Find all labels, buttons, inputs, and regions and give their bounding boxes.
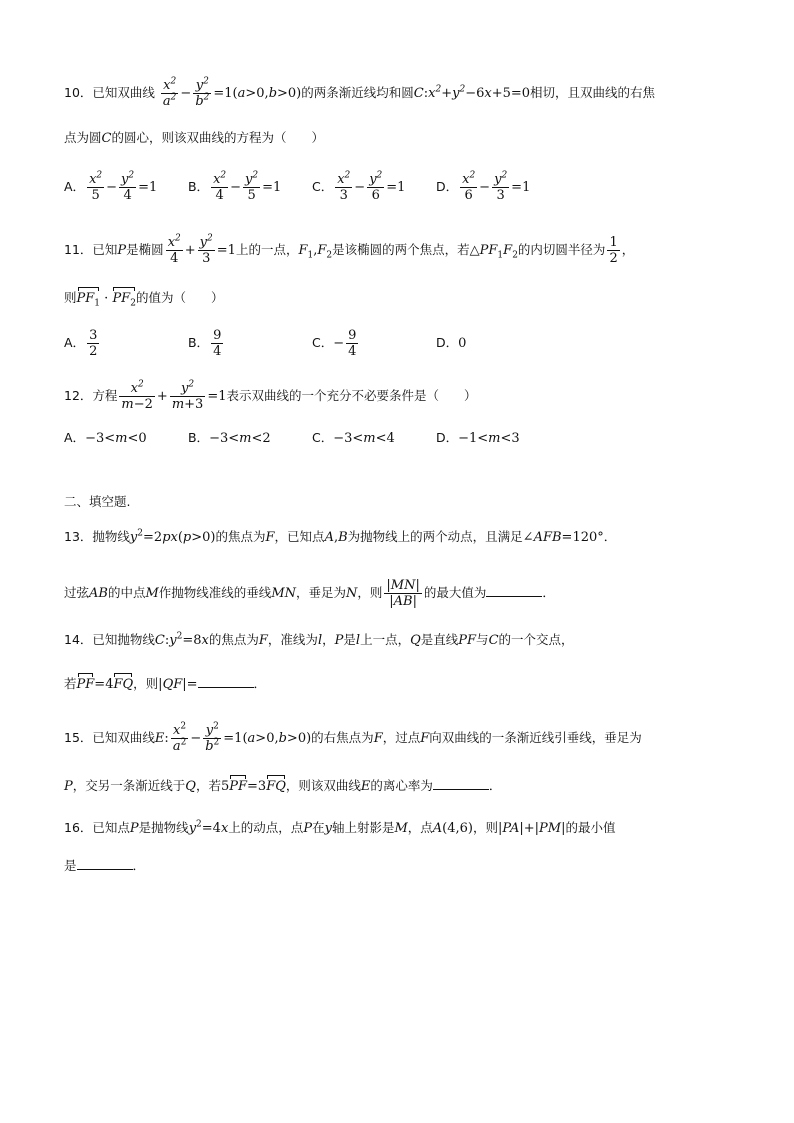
- q16-line-2: 是 ．: [64, 858, 146, 873]
- q12-option-d: D．−1<m<3: [435, 430, 520, 446]
- q11-options: [64, 328, 734, 359]
- q11-dot-product: $PF_1 \cdot PF_2$: [76, 291, 136, 309]
- q14-answer-blank[interactable]: [198, 675, 254, 688]
- q10-options: [64, 172, 734, 203]
- q10-hyperbola-frac-x: $\frac{x^2}{a^2}$: [162, 76, 177, 109]
- q13-number: 13．: [64, 529, 93, 544]
- q10-option-c: C． $\frac{x^2}{3}$ − $\frac{y^2}{6}$ =1: [311, 170, 406, 203]
- q10-option-a: A． $\frac{x^2}{5}$ − $\frac{y^2}{4}$ =1: [64, 170, 158, 203]
- q14-line-2: 若PF=4FQ，则|QF|= ．: [64, 674, 734, 695]
- q10-option-d: D． $\frac{x^2}{6}$ − $\frac{y^2}{3}$ =1: [435, 170, 531, 203]
- q12-number: 12．: [64, 388, 93, 403]
- q12-option-b: B．−3<m<2: [187, 430, 271, 446]
- q14-line-1: 14．已知抛物线$C:y^2=8x$的焦点为F，准线为l，P是l上一点，Q是直线PF与C的一个交点，: [64, 631, 574, 648]
- q13-line-2: 过弦AB的中点M作抛物线准线的垂线MN，垂足为N，则 $\frac{|MN|}{|AB|}$ 的最大值为 ．: [64, 578, 555, 609]
- q15-answer-blank[interactable]: [433, 777, 489, 790]
- q10-circle-equation: $C:x^2+y^2-6x+5=0$: [413, 84, 531, 101]
- q11-line-1: 11．已知P是椭圆 $\frac{x^2}{4}$ + $\frac{y^2}{3}$ =1上的一点，$F_1,F_2$是该椭圆的两个焦点，若$\triangle PF_1F_2$的内切圆半径为 $\frac{1}{2}$ ，: [64, 233, 635, 266]
- q10-line-2: 点为圆C的圆心，则该双曲线的方程为（ ）: [64, 130, 324, 146]
- q16-line-1: 16．已知点P是抛物线$y^2=4x$上的动点，点P在y轴上射影是M，点A(4,6)，则|PA|+|PM|的最小值: [64, 819, 616, 836]
- q10-option-b: B． $\frac{x^2}{4}$ − $\frac{y^2}{5}$ =1: [187, 170, 282, 203]
- q15-line-2: P，交另一条渐近线于Q，若5PF=3FQ，则该双曲线E的离心率为 ．: [64, 776, 734, 797]
- section-title-fill-in: 二、填空题.: [64, 494, 131, 509]
- q10-line-1: 10．已知双曲线 $\frac{x^2}{a^2}$ − $\frac{y^2}{b^2}$ =1(a>0,b>0)的两条渐近线均和圆$C:x^2+y^2-6x+5=0$相切，且双曲线的右焦: [64, 76, 656, 109]
- q12-option-a: A．−3<m<0: [64, 430, 147, 446]
- q12-option-c: C．−3<m<4: [311, 430, 395, 446]
- q10-number: 10．: [64, 85, 93, 100]
- q11-ellipse-frac-x: $\frac{x^2}{4}$: [167, 233, 181, 266]
- q12-equation: $\frac{x^2}{m-2}$: [121, 379, 153, 412]
- q11-option-d: D．0: [435, 335, 467, 351]
- q15-number: 15．: [64, 730, 93, 745]
- q14-number: 14．: [64, 632, 93, 647]
- q11-number: 11．: [64, 242, 93, 257]
- q13-ratio: $\frac{|MN|}{|AB|}$: [386, 578, 420, 609]
- q16-number: 16．: [64, 820, 93, 835]
- q12-line-1: 12．方程 $\frac{x^2}{m-2}$ + $\frac{y^2}{m+3}$ =1表示双曲线的一个充分不必要条件是（ ）: [64, 379, 477, 412]
- q11-option-c: C．− $\frac{9}{4}$: [311, 328, 357, 359]
- q15-line-1: 15．已知双曲线E: $\frac{x^2}{a^2}$ − $\frac{y^2}{b^2}$ =1(a>0,b>0)的右焦点为F，过点F向双曲线的一条渐近线引垂线，垂足为: [64, 721, 642, 754]
- q11-line-2: 则$PF_1 \cdot PF_2$的值为（ ）: [64, 290, 224, 309]
- q16-answer-blank[interactable]: [77, 857, 133, 870]
- q13-answer-blank[interactable]: [486, 584, 542, 597]
- q12-options: [64, 428, 734, 449]
- q13-line-1: 13．抛物线$y^2=2px(p>0)$的焦点为F，已知点A,B为抛物线上的两个动点，且满足∠AFB=120°．: [64, 528, 617, 545]
- q11-option-a: A． $\frac{3}{2}$: [64, 328, 98, 359]
- q11-option-b: B． $\frac{9}{4}$: [187, 328, 222, 359]
